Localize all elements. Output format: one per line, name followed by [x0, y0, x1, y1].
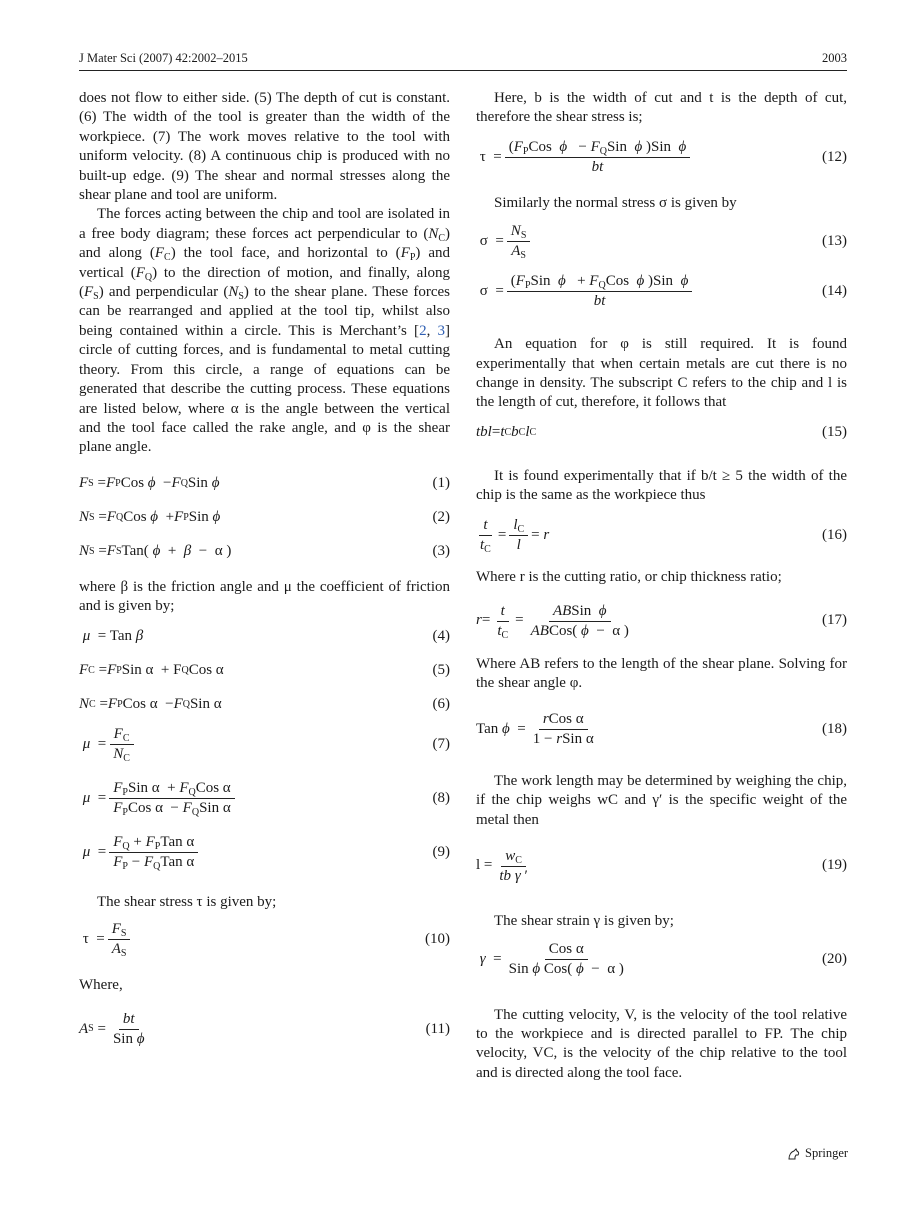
equation-19: l = $\frac{w_C}{\text{tb γ ′}}$ (19)	[476, 847, 847, 884]
equation-13: σ = $\frac{N_S}{A_S}$ (13)	[476, 222, 847, 261]
paragraph-shear-plane: Where AB refers to the length of the shear plane. Solving for the shear angle φ.	[476, 656, 847, 692]
publisher-name: Springer	[805, 1146, 849, 1160]
equation-20: γ = $\frac{\text{Cos α}}{\text{Sin ϕ Cos( ϕ − α )}}$ (20)	[479, 941, 847, 977]
right-column	[476, 89, 847, 1083]
equation-4: μ = Tan β (4)	[79, 627, 450, 647]
equation-number: (9)	[432, 843, 450, 860]
paragraph-assumptions: does not flow to either side. (5) The depth of cut is constant. (6) The width of the tool is greater than the width of the workpiece. (7) The work moves relative to the tool with uniform velocity. (8) A continuous chip is produced with no built-up edge. (9) The shear and normal stresses along the shear plane and tool are uniform.	[79, 90, 450, 204]
equation-number: (18)	[822, 721, 847, 738]
equation-2: N S = F Q Cos ϕ + F P Sin ϕ (2)	[79, 508, 450, 528]
equation-17: r = $\frac{t}{t_C}$ = $\frac{\text{ABSin ϕ}}{\text{ABCos( ϕ − α )}}$ (17)	[476, 602, 847, 641]
equation-number: (5)	[432, 661, 450, 678]
publisher-footer	[787, 1146, 848, 1161]
paragraph-velocity: The cutting velocity, V, is the velocity of the tool relative to the workpiece and is directed parallel to FP. The chip velocity, VC, is the velocity of the chip relative to the tool and is directed along the tool face.	[476, 1006, 847, 1081]
equation-number: (13)	[822, 232, 847, 249]
equation-number: (10)	[425, 931, 450, 948]
equation-15: tbl = t C b C l C (15)	[476, 423, 847, 443]
equation-number: (17)	[822, 612, 847, 629]
equation-number: (11)	[425, 1020, 450, 1037]
left-column	[79, 89, 450, 1051]
running-header	[79, 51, 847, 66]
equation-8: μ = $\frac{F_PSin \alpha + F_QCos \alpha}{F_PCos \alpha - F_QSin \alpha}$ (8)	[82, 780, 450, 819]
equation-3: N S = F S Tan( ϕ + β − α ) (3)	[79, 542, 450, 562]
equation-number: (1)	[432, 475, 450, 492]
paragraph-normal-stress: Similarly the normal stress σ is given by	[494, 194, 737, 211]
equation-11: A S = $\frac{bt}{\text{Sin ϕ}}$ (11)	[79, 1010, 450, 1047]
paragraph-width-depth: Here, b is the width of cut and t is the depth of cut, therefore the shear stress is;	[476, 90, 847, 126]
page-number: 2003	[822, 51, 847, 65]
paragraph-shear-strain: The shear strain γ is given by;	[494, 913, 674, 930]
journal-citation: J Mater Sci (2007) 42:2002–2015	[79, 51, 248, 65]
equation-number: (8)	[432, 789, 450, 806]
equation-14: σ = $\frac{(F_PSin \phi + F_QCos \phi )Sin \phi}{bt}$ (14)	[476, 272, 847, 309]
equation-5: F C = F P Sin α + F Q Cos α (5)	[79, 661, 450, 681]
equation-number: (19)	[822, 857, 847, 874]
paragraph-where: Where,	[79, 976, 123, 993]
paragraph-friction: where β is the friction angle and μ the coefficient of friction and is given by;	[79, 578, 450, 615]
equation-18: Tan ϕ = $\frac{\text{rCos α}}{\text{1 − rSin α}}$ (18)	[476, 711, 847, 748]
equation-10: τ = $\frac{F_S}{A_S}$ (10)	[79, 921, 450, 960]
equation-number: (3)	[432, 543, 450, 560]
citation-link[interactable]: 3	[437, 322, 445, 339]
paragraph-shear-stress: The shear stress τ is given by;	[97, 893, 277, 910]
equation-number: (7)	[432, 735, 450, 752]
header-rule	[79, 70, 847, 71]
equation-number: (2)	[432, 509, 450, 526]
equation-7: μ = $\frac{F_C}{N_C}$ (7)	[82, 726, 450, 765]
springer-horse-icon	[787, 1147, 801, 1161]
paragraph-cutting-ratio: Where r is the cutting ratio, or chip thickness ratio;	[476, 568, 782, 585]
equation-number: (6)	[432, 695, 450, 712]
equation-number: (12)	[822, 149, 847, 166]
equation-number: (4)	[432, 627, 450, 644]
equation-16: $\frac{t}{t_C}$ = $\frac{l_C}{l}$ = r (16)	[480, 517, 847, 556]
paragraph-width-ratio: It is found experimentally that if b/t ≥ 5 the width of the chip is the same as the workpiece thus	[476, 467, 847, 504]
equation-12: τ = $\frac{(F_PCos \phi - F_QSin \phi )Sin \phi}{bt}$ (12)	[476, 139, 847, 176]
paragraph-density: An equation for φ is still required. It is found experimentally that when certain metals are cut there is no change in density. The subscript C refers to the chip and l is the length of cut, therefore, it follows that	[476, 336, 847, 411]
equation-1: F S = F P Cos ϕ − F Q Sin ϕ (1)	[79, 474, 450, 494]
equation-6: N C = F P Cos α − F Q Sin α (6)	[79, 695, 450, 715]
equation-number: (20)	[822, 950, 847, 967]
equation-number: (16)	[822, 526, 847, 543]
paragraph-merchant-circle: The forces acting between the chip and tool are isolated in a free body diagram; these forces act perpendicular to $(N_C)$ and along $(F_C)$ the tool face, and horizontal to $(F_P)$ and vertical $(F_Q)$ to the direction of motion, and finally, along $(F_S)$ and perpendicular $(N_S)$ to the shear plane. These forces can be rearranged and applied at the tool tip, whilst also being contained within a circle. This is Merchant’s [2, 3] circle of cutting forces, and is fundamental to metal cutting theory. From this circle, a range of equations can be generated that describe the cutting process. These equations are listed below, where α is the angle between the vertical and the tool face called the rake angle, and φ is the shear plane angle.	[79, 206, 451, 456]
citation-link[interactable]: 2	[419, 322, 427, 339]
equation-number: (15)	[822, 424, 847, 441]
equation-number: (14)	[822, 282, 847, 299]
paragraph-work-length: The work length may be determined by weighing the chip, if the chip weighs wC and γ′ is the specific weight of the metal then	[476, 772, 847, 828]
equation-9: μ = $\frac{F_Q + F_PTan \alpha}{F_P - F_QTan \alpha}$ (9)	[82, 834, 450, 873]
